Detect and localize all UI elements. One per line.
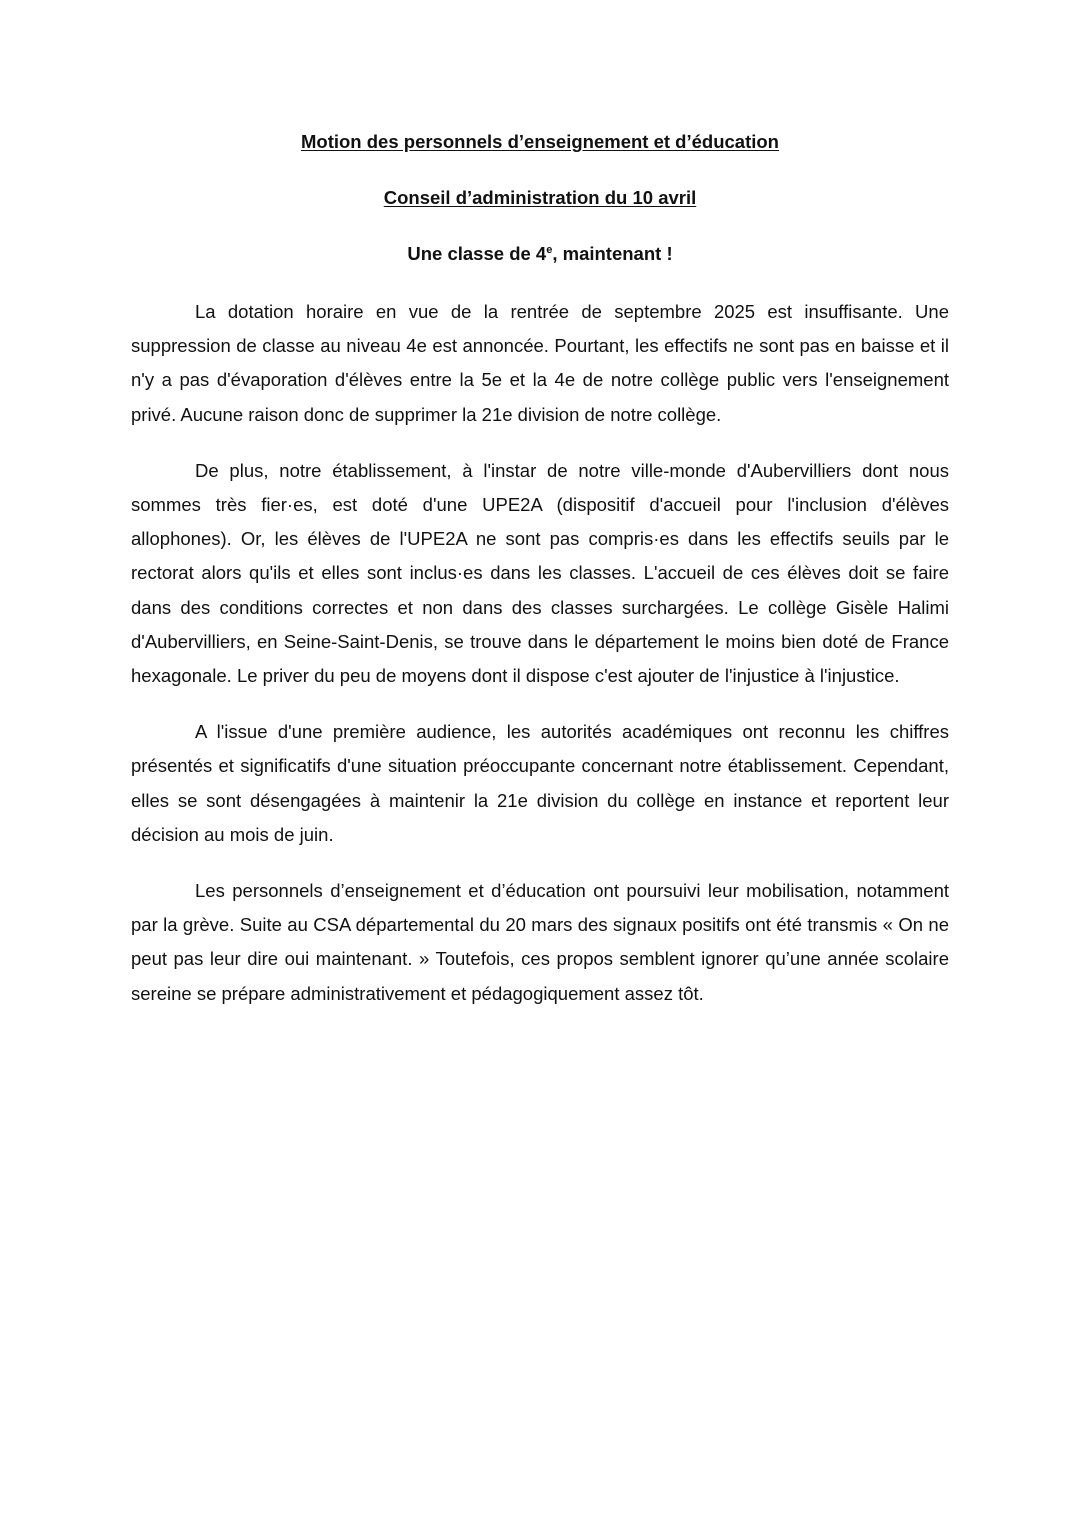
slogan-superscript: e (546, 243, 553, 256)
paragraph-audience: A l'issue d'une première audience, les autorités académiques ont reconnu les chiffres présentés et significatifs d'une situation préoccupante concernant notre établissement. Cependant, elles se sont désengagées à maintenir la 21e division du collège en instance et reportent leur décision au mois de juin. (131, 721, 949, 845)
slogan-prefix: Une classe de 4 (407, 243, 547, 264)
document-body (131, 295, 949, 1011)
document-subtitle: Conseil d’administration du 10 avril (383, 187, 697, 208)
paragraph-mobilisation: Les personnels d’enseignement et d’éducation ont poursuivi leur mobilisation, notamment par la grève. Suite au CSA départemental du 20 mars des signaux positifs ont été transmis « On ne peut pas leur dire oui maintenant. » Toutefois, ces propos semblent ignorer qu’une année scolaire sereine se prépare administrativement et pédagogiquement assez tôt. (131, 880, 949, 1004)
document-slogan (131, 240, 949, 268)
document-title: Motion des personnels d’enseignement et d’éducation (301, 131, 779, 152)
slogan-suffix: , maintenant ! (552, 243, 673, 264)
document-content (131, 128, 949, 1011)
paragraph-upe2a: De plus, notre établissement, à l'instar de notre ville-monde d'Aubervilliers dont nous sommes très fier·es, est doté d'une UPE2A (dispositif d'accueil pour l'inclusion d'élèves allophones). Or, les élèves de l'UPE2A ne sont pas compris·es dans les effectifs seuils par le rectorat alors qu'ils et elles sont inclus·es dans les classes. L'accueil de ces élèves doit se faire dans des conditions correctes et non dans des classes surchargées. Le collège Gisèle Halimi d'Aubervilliers, en Seine-Saint-Denis, se trouve dans le département le moins bien doté de France hexagonale. Le priver du peu de moyens dont il dispose c'est ajouter de l'injustice à l'injustice. (131, 459, 949, 687)
paragraph-dotation: La dotation horaire en vue de la rentrée de septembre 2025 est insuffisante. Une suppression de classe au niveau 4e est annoncée. Pourtant, les effectifs ne sont pas en baisse et il n'y a pas d'évaporation d'élèves entre la 5e et la 4e de notre collège public vers l'enseignement privé. Aucune raison donc de supprimer la 21e division de notre collège. (131, 301, 949, 425)
